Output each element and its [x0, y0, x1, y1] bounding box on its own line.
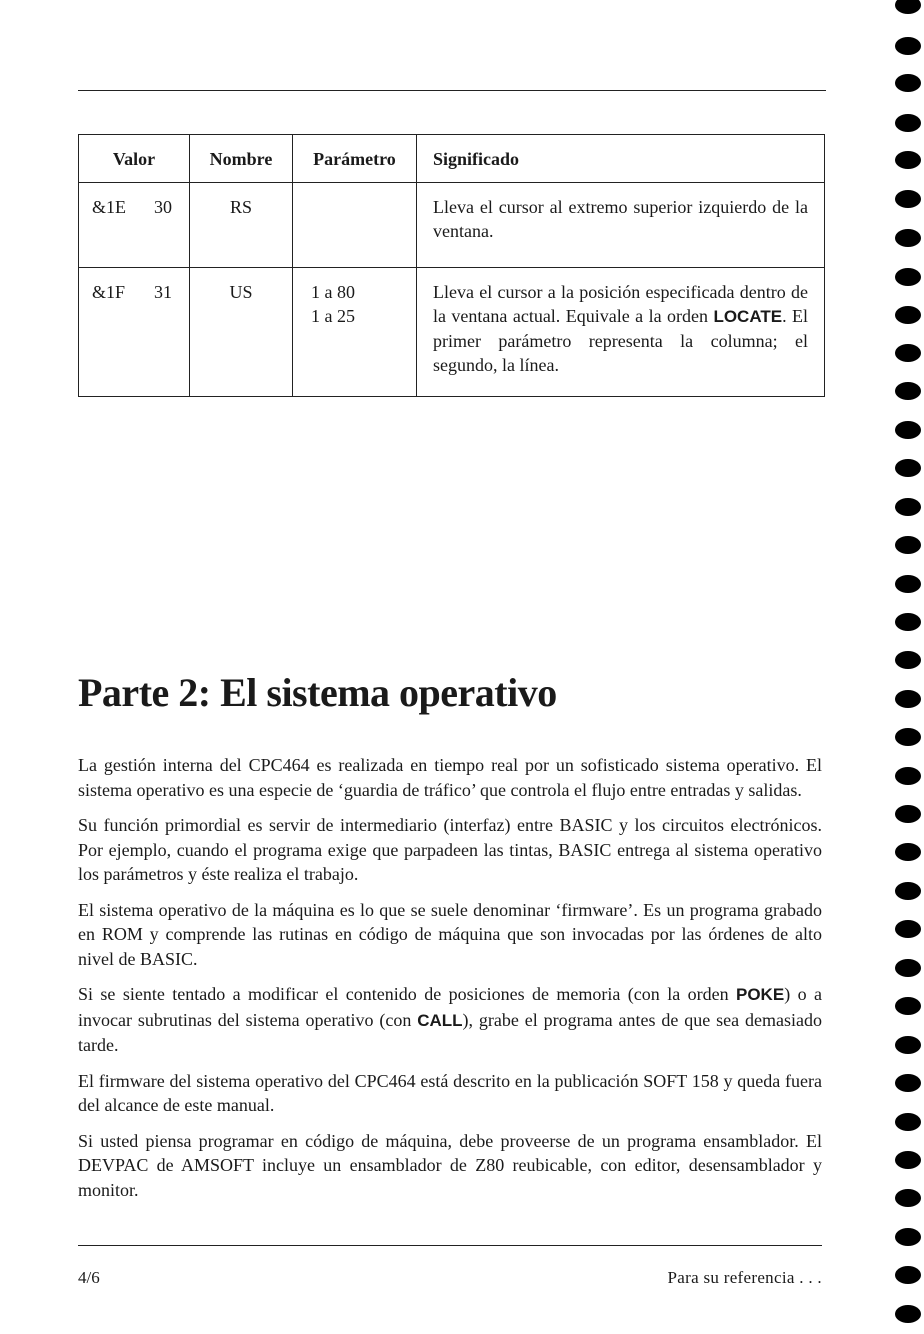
binder-hole	[895, 1189, 921, 1207]
binder-hole	[895, 1151, 921, 1169]
binder-hole	[895, 1113, 921, 1131]
keyword-call: CALL	[417, 1010, 463, 1030]
binder-hole	[895, 37, 921, 55]
binder-hole	[895, 882, 921, 900]
section-title: Parte 2: El sistema operativo	[78, 670, 557, 715]
header-nombre: Nombre	[190, 135, 293, 183]
binder-hole	[895, 651, 921, 669]
binder-hole	[895, 1305, 921, 1323]
binder-hole	[895, 306, 921, 324]
cell-significado	[417, 268, 825, 397]
cell-parametro	[293, 183, 417, 268]
cell-nombre: US	[190, 268, 293, 397]
binder-hole	[895, 498, 921, 516]
binder-hole	[895, 421, 921, 439]
binder-hole	[895, 382, 921, 400]
binder-hole	[895, 1036, 921, 1054]
param-1: 1 a 80	[311, 282, 355, 302]
header-valor: Valor	[79, 135, 190, 183]
paragraph: El firmware del sistema operativo del CPC464 está descrito en la publicación SOFT 158 y queda fuera del alcance de este manual.	[78, 1070, 822, 1115]
binder-hole	[895, 229, 921, 247]
hex-value: &1F	[92, 282, 126, 302]
control-codes-table	[78, 134, 825, 397]
bottom-rule	[78, 1245, 822, 1246]
cell-significado: Lleva el cursor al extremo superior izquierdo de la ventana.	[417, 183, 825, 268]
dec-value: 30	[154, 197, 172, 217]
binder-hole	[895, 575, 921, 593]
sig-text-pre: Lleva el cursor a la posición especificada dentro de la ventana actual. Equivale a la orden	[433, 282, 808, 326]
param-2: 1 a 25	[311, 306, 355, 326]
binder-hole	[895, 190, 921, 208]
binder-hole	[895, 728, 921, 746]
binder-hole	[895, 1074, 921, 1092]
keyword-locate: LOCATE	[713, 307, 783, 326]
binder-hole	[895, 1266, 921, 1284]
binder-hole	[895, 114, 921, 132]
sig-text-post: . El primer parámetro representa la columna; el segundo, la línea.	[433, 306, 808, 375]
binder-hole	[895, 959, 921, 977]
hex-value: &1E	[92, 197, 126, 217]
cell-parametro	[293, 268, 417, 397]
header-parametro: Parámetro	[293, 135, 417, 183]
binder-hole	[895, 843, 921, 861]
binder-hole	[895, 536, 921, 554]
binder-hole	[895, 767, 921, 785]
paragraph: La gestión interna del CPC464 es realizada en tiempo real por un sofisticado sistema operativo. El sistema operativo es una especie de ‘guardia de tráfico’ que controla el flujo entre entradas y salidas.	[78, 755, 822, 800]
binder-hole	[895, 920, 921, 938]
binder-hole	[895, 0, 921, 14]
table-header-row	[79, 135, 825, 183]
paragraph: Su función primordial es servir de intermediario (interfaz) entre BASIC y los circuitos electrónicos. Por ejemplo, cuando el programa exige que parpadeen las tintas, BASIC entrega al sistema operativo los parámetros y éste realiza el trabajo.	[78, 815, 822, 884]
paragraph	[78, 982, 822, 1058]
binder-hole	[895, 344, 921, 362]
binder-hole	[895, 268, 921, 286]
page-number: 4/6	[78, 1268, 100, 1287]
keyword-poke: POKE	[736, 985, 785, 1004]
dec-value: 31	[154, 282, 172, 302]
binder-hole	[895, 459, 921, 477]
cell-nombre: RS	[190, 183, 293, 268]
footer-section: Para su referencia . . .	[667, 1268, 822, 1287]
paragraph: Si usted piensa programar en código de máquina, debe proveerse de un programa ensamblador. El DEVPAC de AMSOFT incluye un ensamblador de Z80 reubicable, con editor, desensamblador y monitor.	[78, 1130, 822, 1200]
binder-hole	[895, 151, 921, 169]
paragraph-text: ), grabe el programa antes de que sea demasiado tarde.	[78, 1009, 822, 1055]
binder-hole	[895, 690, 921, 708]
top-rule	[78, 90, 826, 91]
binder-hole	[895, 613, 921, 631]
cell-valor	[79, 183, 190, 268]
binder-hole	[895, 805, 921, 823]
paragraph-text: ) o a invocar subrutinas del sistema operativo (con	[78, 984, 822, 1030]
binder-hole	[895, 1228, 921, 1246]
binder-hole	[895, 74, 921, 92]
table-row	[79, 268, 825, 397]
cell-valor	[79, 268, 190, 397]
binder-holes	[895, 0, 924, 1334]
paragraph: El sistema operativo de la máquina es lo que se suele denominar ‘firmware’. Es un programa grabado en ROM y comprende las rutinas en código de máquina que son invocadas por las órdenes de alto nivel de BASIC.	[78, 899, 822, 969]
binder-hole	[895, 997, 921, 1015]
body-text	[78, 753, 822, 1213]
table-row	[79, 183, 825, 268]
header-significado: Significado	[417, 135, 825, 183]
paragraph-text: Si se siente tentado a modificar el contenido de posiciones de memoria (con la orden	[78, 984, 736, 1004]
